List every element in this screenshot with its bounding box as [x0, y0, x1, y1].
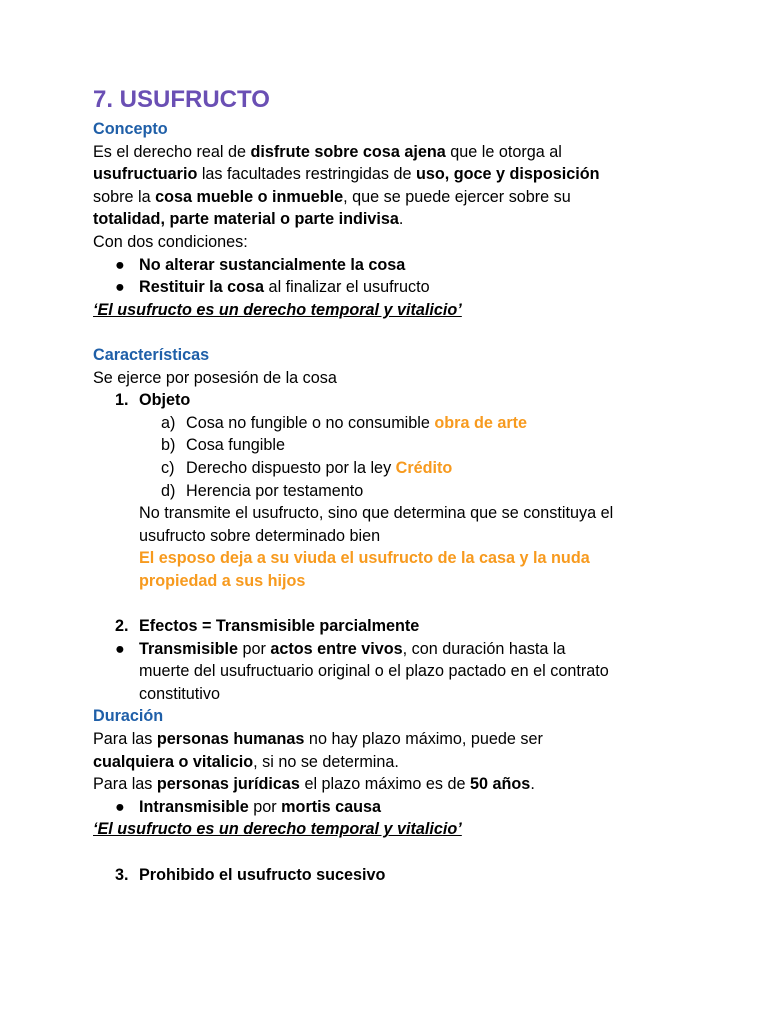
text-span: Cosa no fungible o no consumible	[186, 413, 435, 432]
concepto-line-2	[93, 163, 693, 186]
duracion-heading: Duración	[93, 707, 164, 726]
list-letter: d)	[161, 481, 176, 500]
text-span: Herencia por testamento	[186, 481, 364, 500]
list-number: 2.	[115, 617, 129, 636]
bold-span: usufructuario	[93, 165, 198, 184]
subitem-a	[93, 412, 693, 435]
text-span: , con duración hasta la	[402, 639, 566, 658]
bold-span: actos entre vivos	[270, 639, 403, 658]
example-line-1: El esposo deja a su viuda el usufructo de la casa y la nuda	[139, 549, 590, 568]
list-item-transmisible	[93, 638, 693, 661]
bold-span: Restituir la cosa	[139, 278, 265, 297]
example-span: Crédito	[395, 458, 453, 477]
bold-span: personas jurídicas	[156, 775, 300, 794]
text-span: .	[398, 210, 404, 229]
bold-span: totalidad, parte material o parte indivisa	[93, 210, 399, 229]
bold-span: personas humanas	[156, 730, 305, 749]
list-letter: a)	[161, 413, 176, 432]
text-span: que le otorga al	[445, 142, 562, 161]
note-line-2: usufructo sobre determinado bien	[139, 526, 381, 545]
list-item-intransmisible	[93, 796, 693, 819]
list-item-efectos	[93, 615, 693, 638]
text-span: sobre la	[93, 187, 156, 206]
text-span: .	[530, 775, 535, 794]
spacer	[93, 592, 693, 615]
text-span: al finalizar el usufructo	[264, 278, 430, 297]
concepto-line-4	[93, 208, 693, 231]
bold-span: Efectos = Transmisible parcialmente	[139, 617, 420, 636]
document-page	[93, 84, 693, 886]
bullet-icon: ●	[115, 639, 125, 658]
concepto-line-1	[93, 141, 693, 164]
bold-span: mortis causa	[281, 797, 382, 816]
bold-span: uso, goce y disposición	[415, 165, 600, 184]
list-item-prohibido	[93, 864, 693, 887]
bold-span: Prohibido el usufructo sucesivo	[139, 865, 386, 884]
bullet-icon: ●	[115, 797, 125, 816]
concepto-heading: Concepto	[93, 120, 168, 138]
duracion-line-3	[93, 773, 693, 796]
text-span: las facultades restringidas de	[197, 165, 416, 184]
text-span: Para las	[93, 730, 157, 749]
spacer	[93, 841, 693, 864]
text-span: Cosa fungible	[186, 436, 285, 455]
example-line-2: propiedad a sus hijos	[139, 571, 306, 590]
bold-span: Objeto	[139, 391, 191, 410]
bold-span: 50 años	[470, 775, 531, 794]
effect-line-3: constitutivo	[139, 684, 220, 703]
duracion-line-2	[93, 751, 693, 774]
text-span: Es el derecho real de	[93, 142, 251, 161]
quote-concepto: ‘El usufructo es un derecho temporal y vitalicio’	[93, 300, 462, 319]
text-span: no hay plazo máximo, puede ser	[304, 730, 543, 749]
bold-span: disfrute sobre cosa ajena	[250, 142, 446, 161]
subitem-c	[93, 457, 693, 480]
bold-span: cosa mueble o inmueble	[155, 187, 344, 206]
bullet-icon: ●	[115, 278, 125, 297]
list-letter: b)	[161, 436, 176, 455]
text-span: por	[248, 797, 282, 816]
text-span: por	[237, 639, 271, 658]
caracteristicas-intro: Se ejerce por posesión de la cosa	[93, 368, 337, 387]
text-span: Derecho dispuesto por la ley	[186, 458, 396, 477]
concepto-line-3	[93, 186, 693, 209]
condiciones-intro: Con dos condiciones:	[93, 232, 248, 251]
subitem-b	[93, 434, 693, 457]
text-span: , que se puede ejercer sobre su	[343, 187, 571, 206]
note-line-1: No transmite el usufructo, sino que determina que se constituya el	[139, 504, 614, 523]
caracteristicas-heading: Características	[93, 345, 210, 364]
list-item-condicion-1	[93, 254, 693, 277]
duracion-line-1	[93, 728, 693, 751]
bullet-icon: ●	[115, 255, 125, 274]
bold-span: No alterar sustancialmente la cosa	[139, 255, 406, 274]
text-span: , si no se determina.	[253, 752, 399, 771]
list-letter: c)	[161, 458, 175, 477]
bold-span: Intransmisible	[139, 797, 249, 816]
list-number: 3.	[115, 865, 129, 884]
list-item-objeto	[93, 389, 693, 412]
subitem-d	[93, 480, 693, 503]
bold-span: Transmisible	[139, 639, 238, 658]
effect-line-2: muerte del usufructuario original o el plazo pactado en el contrato	[139, 662, 609, 681]
list-number: 1.	[115, 391, 129, 410]
text-span: el plazo máximo es de	[299, 775, 471, 794]
text-span: Para las	[93, 775, 157, 794]
quote-duracion: ‘El usufructo es un derecho temporal y vitalicio’	[93, 820, 462, 839]
example-span: obra de arte	[434, 413, 528, 432]
spacer	[93, 321, 693, 344]
list-item-condicion-2	[93, 276, 693, 299]
page-title: 7. USUFRUCTO	[93, 86, 270, 113]
bold-span: cualquiera o vitalicio	[93, 752, 254, 771]
